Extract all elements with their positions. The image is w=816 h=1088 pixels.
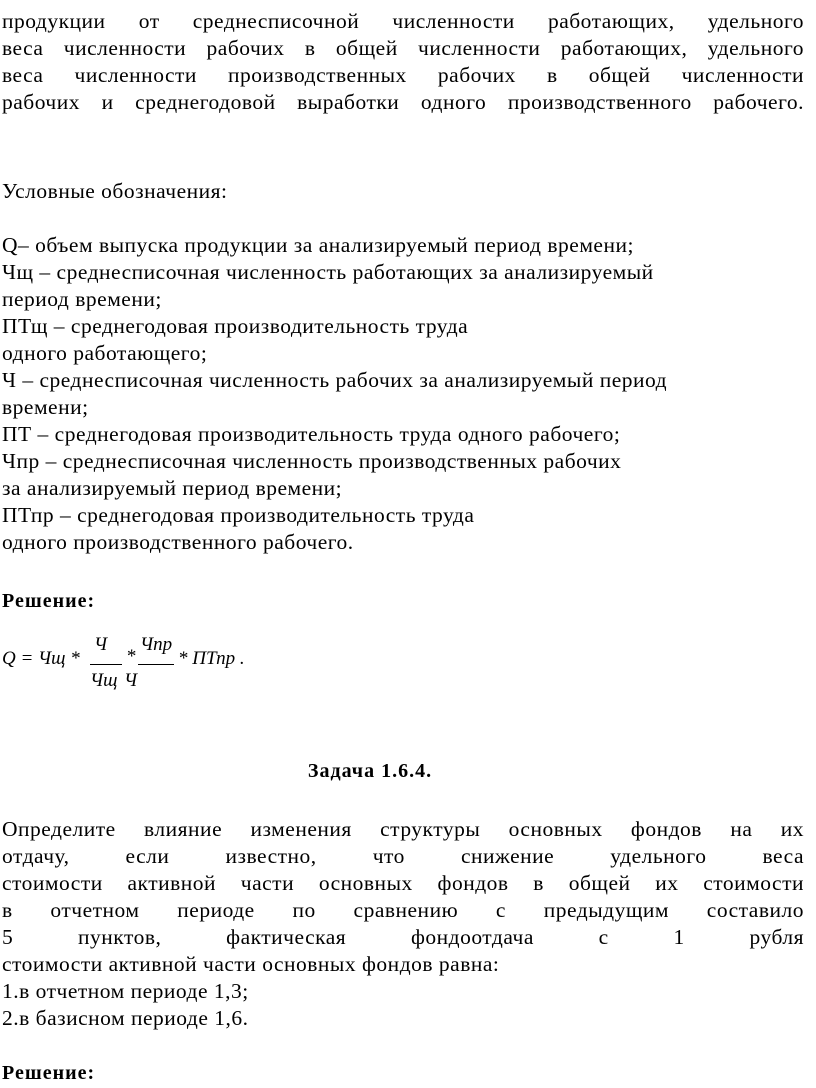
intro-paragraph [2,8,804,116]
legend-item: ПТпр – среднегодовая производительность труда [2,503,475,527]
formula-frac1-numerator: Ч [94,634,108,655]
legend-item: Чщ – среднесписочная численность работающих за анализируемый [2,260,654,284]
legend-item: Ч – среднесписочная численность рабочих за анализируемый период [2,368,668,392]
task-item: 2.в базисном периоде 1,6. [2,1006,249,1030]
formula-frac1-bar [90,664,122,665]
solution-label: Решение: [2,590,96,612]
formula [2,630,302,700]
legend-title: Условные обозначения: [2,179,228,203]
legend-list [2,232,804,556]
task-title: Задача 1.6.4. [307,760,433,782]
task-line: 5 пунктов, фактическая фондоотдача с 1 рубля [2,925,804,949]
task-line: стоимости активной части основных фондов равна: [2,952,500,976]
intro-line: веса численности производственных рабочих в общей численности [2,63,804,87]
legend-item: ПТщ – среднегодовая производительность труда [2,314,469,338]
legend-item: одного работающего; [2,341,208,365]
formula-lhs: Q = Чщ * [2,648,80,669]
solution-label-2: Решение: [2,1062,96,1084]
intro-line: рабочих и среднегодовой выработки одного производственного рабочего. [2,90,804,114]
formula-mult: * [126,646,136,667]
formula-frac1-denominator: Чщ [90,670,118,691]
task-line: в отчетном периоде по сравнению с предыдущим составило [2,898,804,922]
intro-line: продукции от среднесписочной численности работающих, удельного [2,9,804,33]
legend-item: за анализируемый период времени; [2,476,343,500]
task-line: стоимости активной части основных фондов в общей их стоимости [2,871,804,895]
formula-tail: * ПТпр . [178,648,245,669]
legend-item: времени; [2,395,89,419]
legend-item: ПТ – среднегодовая производительность труда одного рабочего; [2,422,621,446]
task-item: 1.в отчетном периоде 1,3; [2,979,249,1003]
intro-line: веса численности рабочих в общей численности работающих, удельного [2,36,804,60]
legend-item: Чпр – среднесписочная численность производственных рабочих [2,449,622,473]
task-paragraph [2,816,804,1032]
task-line: Определите влияние изменения структуры основных фондов на их [2,817,804,841]
legend-item: период времени; [2,287,162,311]
formula-frac2-denominator: Ч [124,670,138,691]
formula-frac2-numerator: Чпр [140,634,173,655]
task-line: отдачу, если известно, что снижение удельного веса [2,844,804,868]
legend-item: Q– объем выпуска продукции за анализируемый период времени; [2,233,634,257]
legend-item: одного производственного рабочего. [2,530,354,554]
formula-frac2-bar [138,664,174,665]
